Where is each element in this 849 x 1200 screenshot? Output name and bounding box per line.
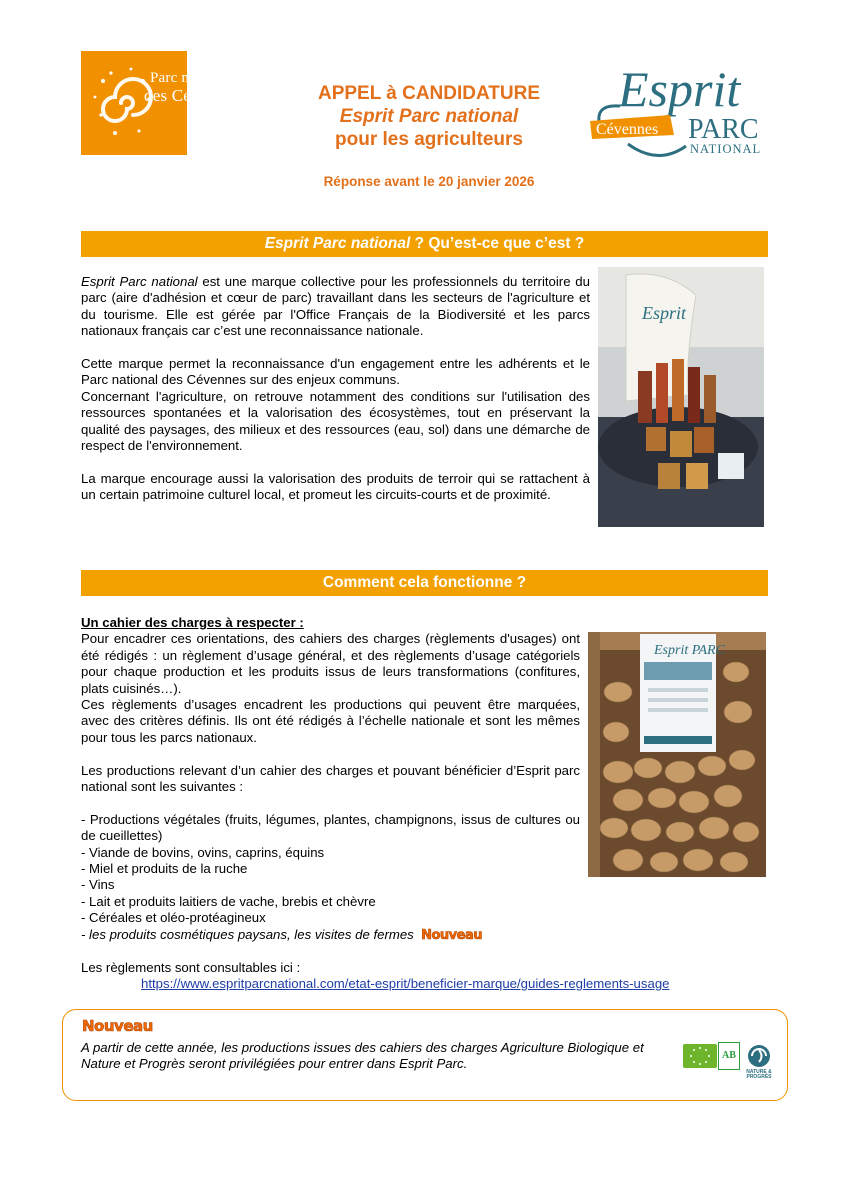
list-item: - Miel et produits de la ruche <box>81 861 248 877</box>
section-heading-italic: Esprit Parc national <box>264 235 411 252</box>
section-heading-rest: ? Qu’est-ce que c’est ? <box>410 235 585 252</box>
list-item: - Lait et produits laitiers de vache, brebis et chèvre <box>81 893 376 909</box>
section2-body <box>81 615 580 977</box>
new-badge: Nouveau <box>421 927 482 943</box>
list-item: - Céréales et oléo-protéagineux <box>81 910 266 926</box>
section1-paragraph-1 <box>81 274 590 340</box>
title-line-3: pour les agriculteurs <box>335 129 523 150</box>
section1-paragraph-1-text: est une marque collective pour les professionnels du territoire du parc (aire d'adhésion et cœur de parc) travaillant dans les secteurs de l'agriculture et du tourisme. Elle est gérée par l'Office Français de la Biodiversité et les parcs nationaux français car c’est une reconnaissance nationale. <box>81 274 590 339</box>
logo-line-1: Parc national <box>150 70 232 86</box>
notice-box <box>62 1009 788 1101</box>
list-item-last: - les produits cosmétiques paysans, les visites de fermes <box>81 926 414 942</box>
potatoes-photo <box>588 632 766 877</box>
section2-paragraph-1: Pour encadrer ces orientations, des cahiers des charges (règlements d'usages) ont été rédigés : un règlement d’usage général, et des règlements d’usage catégoriels pour chaque production et les produits issus de leurs transformations (confitures, plats cuisinés…). <box>81 631 580 696</box>
section2-paragraph-3: Les productions relevant d’un cahier des charges et pouvant bénéficier d’Esprit parc national sont les suivantes : <box>81 762 580 795</box>
page-title <box>270 82 588 151</box>
section1-paragraph-2: Cette marque permet la reconnaissance d'un engagement entre les adhérents et le Parc national des Cévennes sur des enjeux communs. <box>81 356 590 388</box>
products-photo <box>598 267 764 527</box>
section2-paragraph-2: Ces règlements d’usages encadrent les productions qui peuvent être marquées, avec des critères définis. Ils ont été rédigés à l’échelle nationale et sont les mêmes pour tous les parcs nationaux. <box>81 697 580 745</box>
section2-subtitle: Un cahier des charges à respecter : <box>81 615 304 630</box>
deadline: Réponse avant le 20 janvier 2026 <box>323 174 535 189</box>
nature-progres-label: NATURE & PROGRÈS <box>746 1069 772 1080</box>
esprit-parc-logo <box>588 58 784 162</box>
nature-progres-icon <box>744 1044 774 1068</box>
regulations-intro: Les règlements sont consultables ici : <box>81 960 301 976</box>
esprit-logo-national: NATIONAL <box>690 142 762 156</box>
esprit-logo-word: Esprit <box>618 61 741 117</box>
notice-text: A partir de cette année, les productions issues des cahiers des charges Agriculture Biologique et Nature et Progrès seront privilégiées pour entrer dans Esprit Parc. <box>81 1040 644 1072</box>
section-heading-how-it-works: Comment cela fonctionne ? <box>81 570 768 596</box>
list-item: - Viande de bovins, ovins, caprins, équins <box>81 844 325 860</box>
notice-new-badge: Nouveau <box>82 1017 153 1035</box>
regulations-link[interactable]: https://www.espritparcnational.com/etat-esprit/beneficier-marque/guides-reglements-usage <box>141 976 670 991</box>
title-line-2: Esprit Parc national <box>339 106 519 127</box>
productions-list <box>81 812 580 944</box>
eu-organic-leaf-icon <box>683 1044 717 1068</box>
ab-label-icon: AB <box>718 1042 740 1070</box>
esprit-logo-region: Cévennes <box>596 121 659 138</box>
section-heading-what-is <box>81 231 768 257</box>
parc-national-logo-text <box>144 70 240 105</box>
logo-line-2: des Cévennes <box>144 86 240 105</box>
title-line-1: APPEL à CANDIDATURE <box>317 83 541 104</box>
poster-text: Esprit PARC <box>654 643 725 658</box>
esprit-logo-parc: PARC <box>688 114 759 145</box>
brand-name: Esprit Parc national <box>81 274 198 289</box>
list-item: - Productions végétales (fruits, légumes, plantes, champignons, issus de cultures ou de cueillettes) <box>81 811 580 844</box>
section1-paragraph-3: Concernant l'agriculture, on retrouve notamment des conditions sur l'utilisation des ressources spontanées et la valorisation des écosystèmes, tout en préservant la qualité des paysages, des milieux et des ressources (eau, sol) dans une démarche de respect de l'environnement. <box>81 388 590 454</box>
section1-body <box>81 274 590 504</box>
section1-paragraph-4: La marque encourage aussi la valorisation des produits de terroir qui se rattachent à un certain patrimoine culturel local, et promeut les circuits-courts et de proximité. <box>81 470 590 503</box>
list-item-new <box>81 927 580 944</box>
svg-text:Esprit: Esprit <box>642 303 687 323</box>
list-item: - Vins <box>81 877 115 893</box>
